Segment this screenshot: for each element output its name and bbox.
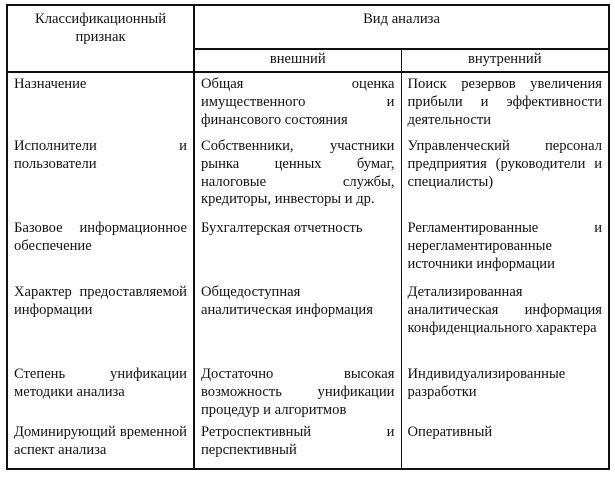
row-criterion: Базовое информационное обеспечение — [7, 220, 194, 284]
row-external: Бухгалтерская отчетность — [194, 220, 401, 284]
table-row — [7, 220, 609, 284]
table-row — [7, 284, 609, 366]
table-row — [7, 366, 609, 424]
header-external: внешний — [194, 49, 401, 72]
row-internal: Управленческий персонал предприятия (руководители и специалисты) — [407, 138, 603, 190]
header-analysis-kind: Вид анализа — [194, 5, 609, 49]
row-criterion: Доминирующий временной аспект анализа — [7, 424, 194, 469]
row-internal: Индивидуализированные разработки — [407, 366, 566, 400]
header-row-top — [7, 5, 609, 49]
row-criterion: Исполнители и пользователи — [7, 138, 194, 220]
row-external: Общая оценка имущественного и финансового состояния — [194, 72, 401, 138]
table-row — [7, 424, 609, 469]
header-criterion: Классификационный признак — [7, 5, 194, 72]
row-internal: Оперативный — [407, 424, 493, 440]
row-internal: Детализированная аналитическая информация конфиденциального характера — [407, 284, 603, 336]
row-external: Ретроспективный и перспективный — [194, 424, 401, 469]
table-row — [7, 138, 609, 220]
row-criterion: Назначение — [7, 72, 194, 138]
row-external: Общедоступная аналитическая информация — [194, 284, 401, 366]
analysis-comparison-table — [6, 4, 610, 470]
row-criterion: Характер предоставляемой информации — [7, 284, 194, 366]
row-criterion: Степень унификации методики анализа — [7, 366, 194, 424]
row-external: Достаточно высокая возможность унификации процедур и алгоритмов — [194, 366, 401, 424]
header-internal: внутренний — [401, 49, 609, 72]
row-internal: Поиск резервов увеличения прибыли и эффективности деятельности — [407, 76, 603, 128]
row-external: Собственники, участники рынка ценных бумаг, налоговые службы, кредиторы, инвесторы и др. — [194, 138, 401, 220]
row-internal: Регламентированные и нерегламентированные источники информации — [407, 220, 603, 272]
table-row — [7, 72, 609, 138]
